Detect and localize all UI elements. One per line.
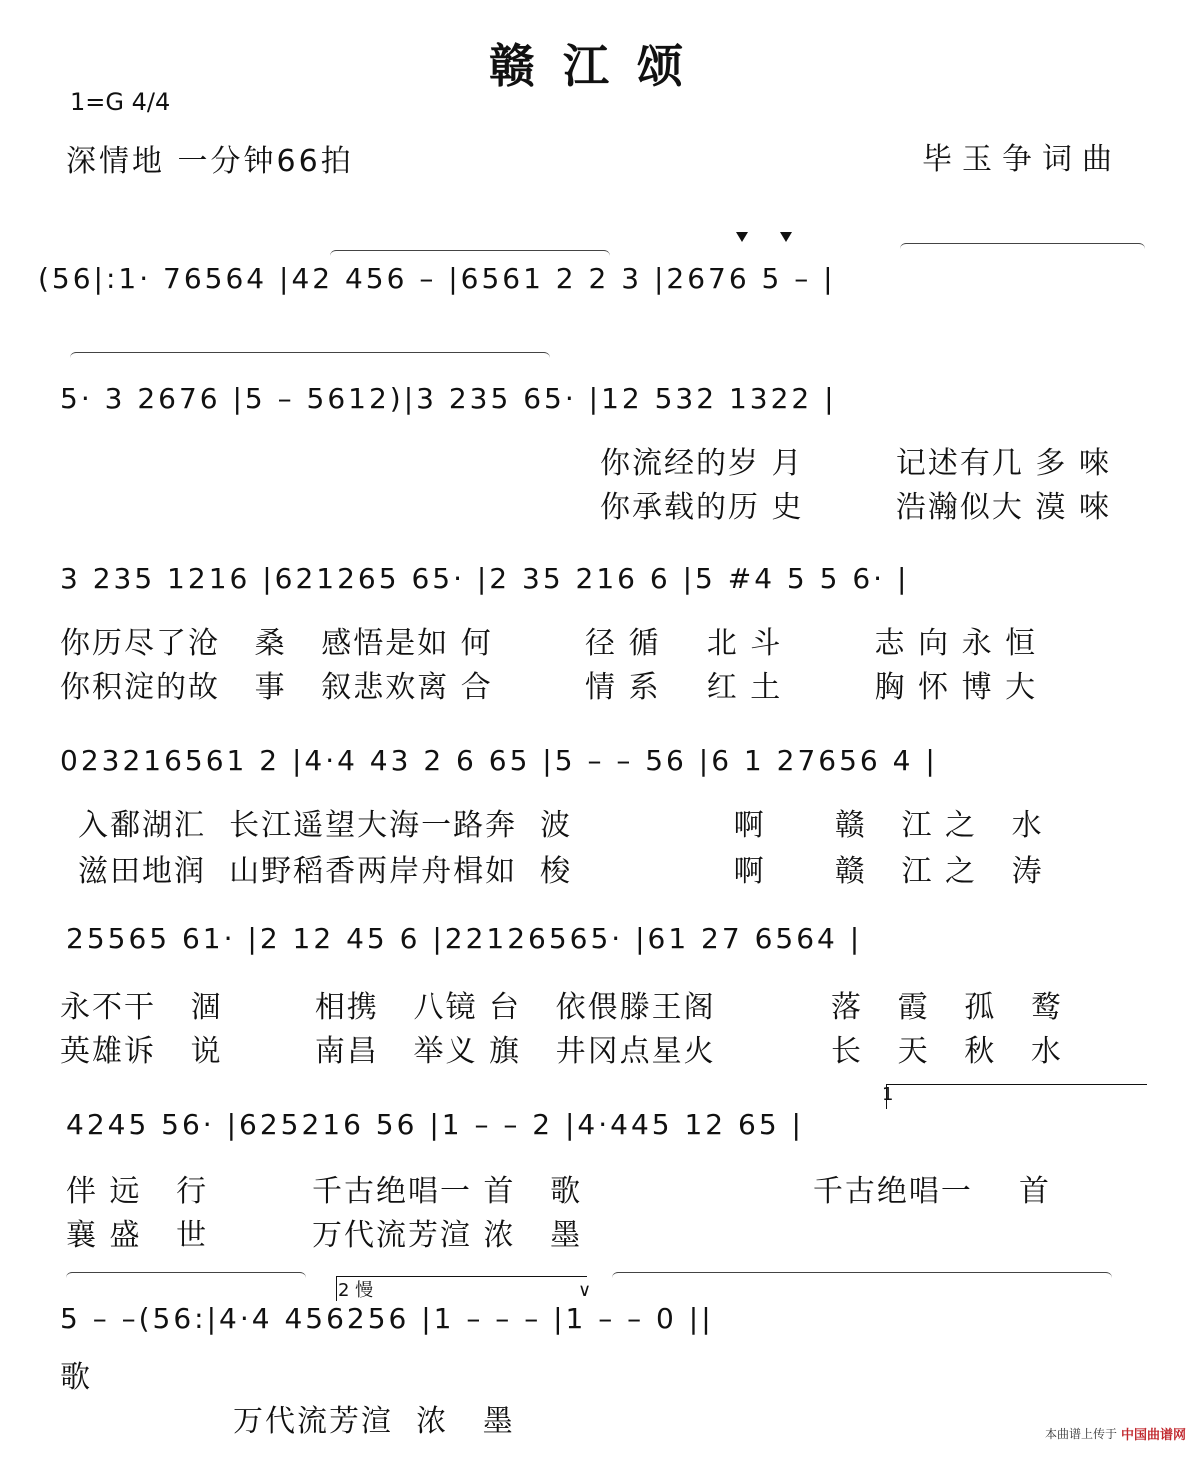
notes-row-3: 3 235 1216 |621265 65· |2 35 216 6 |5 #4 5 5 6· | bbox=[60, 562, 910, 595]
watermark bbox=[1045, 1424, 1186, 1443]
composer-credit: 毕玉争词曲 bbox=[922, 142, 1122, 177]
notes-row-6: 4245 56· |625216 56 |1 – – 2 |4·445 12 65 | bbox=[66, 1108, 804, 1141]
song-title: 赣江颂 bbox=[489, 39, 711, 93]
notes-row-5: 25565 61· |2 12 45 6 |22126565· |61 27 6564 | bbox=[66, 922, 863, 955]
volta-2-label: 2 慢 bbox=[338, 1280, 374, 1301]
watermark-text: 本曲谱上传于 bbox=[1044, 1427, 1117, 1441]
notes-row-7: 5 – –(56:|4·4 456256 |1 – – – |1 – – 0 || bbox=[60, 1302, 714, 1335]
lyrics-row-2-verse-2: 你承载的历 史 浩瀚似大 漠 唻 bbox=[600, 490, 1111, 525]
lyrics-row-3-verse-1: 你历尽了沧 桑 感悟是如 何 径 循 北 斗 志 向 永 恒 bbox=[60, 626, 1038, 661]
tempo-marking: 深情地 一分钟66拍 bbox=[66, 144, 354, 179]
lyrics-row-7-verse-2: 万代流芳渲 浓 墨 bbox=[60, 1404, 515, 1439]
lyrics-row-3-verse-2: 你积淀的故 事 叙悲欢离 合 情 系 红 土 胸 怀 博 大 bbox=[60, 670, 1038, 705]
lyrics-row-7-verse-1: 歌 bbox=[60, 1360, 92, 1395]
accent-mark-2 bbox=[780, 232, 792, 242]
notes-row-1: (56|:1· 76564 |42 456 – |6561 2 2 3 |2676 5 – | bbox=[38, 262, 836, 295]
site-logo-icon: 中国曲谱网 bbox=[1120, 1428, 1186, 1443]
volta-1-label: 1 bbox=[882, 1084, 894, 1105]
notes-row-2: 5· 3 2676 |5 – 5612)|3 235 65· |12 532 1322 | bbox=[60, 382, 837, 415]
lyrics-row-6-verse-1: 伴 远 行 千古绝唱一 首 歌 千古绝唱一 首 bbox=[66, 1174, 1051, 1209]
key-signature: 1=G 4/4 bbox=[70, 88, 171, 116]
slur bbox=[900, 243, 1145, 252]
slur bbox=[66, 1272, 306, 1281]
lyrics-row-6-verse-2: 襄 盛 世 万代流芳渲 浓 墨 bbox=[66, 1218, 583, 1253]
lyrics-row-5-verse-2: 英雄诉 说 南昌 举义 旗 井冈点星火 长 天 秋 水 bbox=[60, 1034, 1063, 1069]
lyrics-row-4-verse-1: 入鄱湖汇 长江遥望大海一路奔 波 啊 赣 江 之 水 bbox=[78, 808, 1044, 843]
breath-mark: ∨ bbox=[578, 1280, 592, 1301]
accent-mark-1 bbox=[736, 232, 748, 242]
slur bbox=[70, 352, 550, 361]
slur bbox=[612, 1272, 1112, 1281]
lyrics-row-2-verse-1: 你流经的岁 月 记述有几 多 唻 bbox=[600, 446, 1111, 481]
lyrics-row-5-verse-1: 永不干 涸 相携 八镜 台 依偎滕王阁 落 霞 孤 鹜 bbox=[60, 990, 1063, 1025]
volta-2-bracket bbox=[336, 1276, 587, 1301]
volta-1-bracket bbox=[886, 1084, 1147, 1109]
slur bbox=[330, 250, 610, 259]
lyrics-row-4-verse-2: 滋田地润 山野稻香两岸舟楫如 梭 啊 赣 江 之 涛 bbox=[78, 854, 1044, 889]
notes-row-4: 023216561 2 |4·4 43 2 6 65 |5 – – 56 |6 1 27656 4 | bbox=[60, 744, 938, 777]
